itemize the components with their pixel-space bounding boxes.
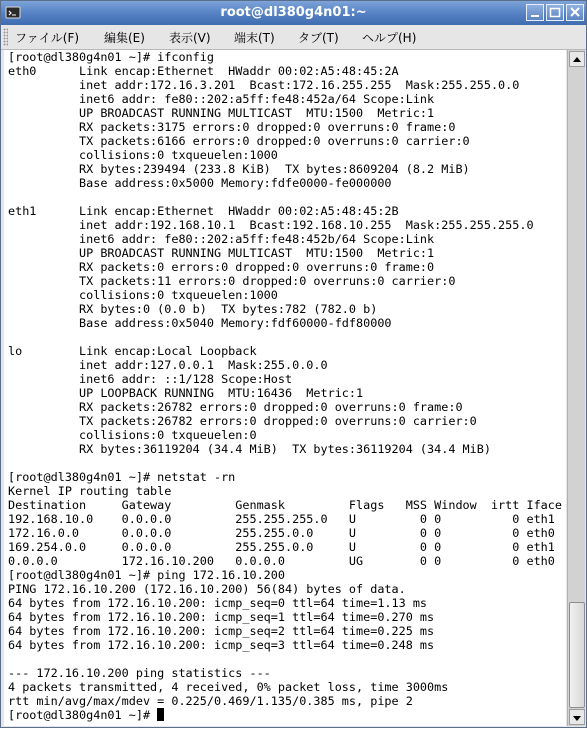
- terminal-line: rtt min/avg/max/mdev = 0.225/0.469/1.135/0.385 ms, pipe 2: [8, 694, 413, 708]
- menu-terminal[interactable]: 端末(T): [234, 31, 275, 45]
- terminal-line: RX packets:3175 errors:0 dropped:0 overruns:0 frame:0: [8, 120, 456, 134]
- close-icon: [567, 5, 583, 20]
- arrow-down-icon: [570, 711, 584, 725]
- terminal-line: 0.0.0.0 172.16.10.200 0.0.0.0 UG 0 0 0 eth0: [8, 554, 555, 568]
- terminal-line: lo Link encap:Local Loopback: [8, 344, 257, 358]
- terminal-line: 169.254.0.0 0.0.0.0 255.255.0.0 U 0 0 0 eth1: [8, 540, 555, 554]
- menubar-grip-handle[interactable]: [3, 28, 8, 46]
- terminal-line: [root@dl380g4n01 ~]# ping 172.16.10.200: [8, 568, 285, 582]
- menu-file[interactable]: ファイル(F): [15, 31, 80, 45]
- terminal-output[interactable]: [4, 50, 566, 726]
- scroll-up-button[interactable]: [569, 51, 585, 67]
- terminal-line: collisions:0 txqueuelen:0: [8, 428, 257, 442]
- terminal-line: [root@dl380g4n01 ~]# netstat -rn: [8, 470, 236, 484]
- terminal-line: eth1 Link encap:Ethernet HWaddr 00:02:A5:48:45:2B: [8, 204, 399, 218]
- terminal-text: [4, 50, 566, 722]
- terminal-line: [8, 190, 566, 204]
- terminal-line: 4 packets transmitted, 4 received, 0% packet loss, time 3000ms: [8, 680, 449, 694]
- menu-bar: [1, 25, 586, 50]
- terminal-line: Base address:0x5040 Memory:fdf60000-fdf80000: [8, 316, 392, 330]
- terminal-line: inet addr:192.168.10.1 Bcast:192.168.10.255 Mask:255.255.255.0: [8, 218, 534, 232]
- terminal-line: 64 bytes from 172.16.10.200: icmp_seq=0 ttl=64 time=1.13 ms: [8, 596, 428, 610]
- terminal-line: collisions:0 txqueuelen:1000: [8, 148, 278, 162]
- maximize-button[interactable]: [546, 4, 564, 21]
- terminal-line: 64 bytes from 172.16.10.200: icmp_seq=2 ttl=64 time=0.225 ms: [8, 624, 435, 638]
- terminal-line: inet6 addr: fe80::202:a5ff:fe48:452b/64 Scope:Link: [8, 232, 435, 246]
- terminal-line: [8, 652, 566, 666]
- terminal-line: 64 bytes from 172.16.10.200: icmp_seq=3 ttl=64 time=0.248 ms: [8, 638, 435, 652]
- terminal-line: --- 172.16.10.200 ping statistics ---: [8, 666, 271, 680]
- menu-edit[interactable]: 編集(E): [104, 31, 145, 45]
- terminal-line: RX packets:0 errors:0 dropped:0 overruns:0 frame:0: [8, 260, 435, 274]
- maximize-icon: [547, 5, 563, 20]
- arrow-up-icon: [570, 53, 584, 67]
- menu-view[interactable]: 表示(V): [169, 31, 211, 45]
- text-cursor: [157, 708, 164, 721]
- close-button[interactable]: [566, 4, 584, 21]
- terminal-line: UP BROADCAST RUNNING MULTICAST MTU:1500 Metric:1: [8, 106, 435, 120]
- window-title: root@dl380g4n01:~: [220, 5, 367, 20]
- minimize-icon: [527, 5, 543, 20]
- terminal-line: UP BROADCAST RUNNING MULTICAST MTU:1500 Metric:1: [8, 246, 435, 260]
- vertical-scrollbar[interactable]: [567, 50, 585, 726]
- terminal-line: [8, 330, 566, 344]
- terminal-line: 64 bytes from 172.16.10.200: icmp_seq=1 ttl=64 time=0.270 ms: [8, 610, 435, 624]
- terminal-line: RX bytes:0 (0.0 b) TX bytes:782 (782.0 b): [8, 302, 378, 316]
- terminal-line: PING 172.16.10.200 (172.16.10.200) 56(84) bytes of data.: [8, 582, 406, 596]
- terminal-line: RX bytes:239494 (233.8 KiB) TX bytes:8609204 (8.2 MiB): [8, 162, 470, 176]
- terminal-line: TX packets:11 errors:0 dropped:0 overruns:0 carrier:0: [8, 274, 456, 288]
- terminal-line: inet6 addr: ::1/128 Scope:Host: [8, 372, 293, 386]
- terminal-line: [8, 456, 566, 470]
- terminal-line: RX packets:26782 errors:0 dropped:0 overruns:0 frame:0: [8, 400, 463, 414]
- terminal-line: Base address:0x5000 Memory:fdfe0000-fe000000: [8, 176, 392, 190]
- terminal-line: Destination Gateway Genmask Flags MSS Window irtt Iface: [8, 498, 562, 512]
- terminal-line: TX packets:26782 errors:0 dropped:0 overruns:0 carrier:0: [8, 414, 477, 428]
- terminal-line: inet6 addr: fe80::202:a5ff:fe48:452a/64 Scope:Link: [8, 92, 435, 106]
- terminal-line: [root@dl380g4n01 ~]# ifconfig: [8, 50, 214, 64]
- terminal-line: collisions:0 txqueuelen:1000: [8, 288, 278, 302]
- terminal-line: 172.16.0.0 0.0.0.0 255.255.0.0 U 0 0 0 eth0: [8, 526, 555, 540]
- terminal-line: inet addr:127.0.0.1 Mask:255.0.0.0: [8, 358, 328, 372]
- terminal-line: RX bytes:36119204 (34.4 MiB) TX bytes:36119204 (34.4 MiB): [8, 442, 491, 456]
- terminal-line: Kernel IP routing table: [8, 484, 172, 498]
- minimize-button[interactable]: [526, 4, 544, 21]
- terminal-line: UP LOOPBACK RUNNING MTU:16436 Metric:1: [8, 386, 364, 400]
- menu-tabs[interactable]: タブ(T): [298, 31, 339, 45]
- menu-help[interactable]: ヘルプ(H): [362, 31, 417, 45]
- terminal-line: TX packets:6166 errors:0 dropped:0 overruns:0 carrier:0: [8, 134, 470, 148]
- title-bar[interactable]: [1, 1, 586, 25]
- terminal-line: [root@dl380g4n01 ~]#: [8, 708, 566, 722]
- scroll-down-button[interactable]: [569, 709, 585, 725]
- scrollbar-thumb[interactable]: [569, 602, 585, 708]
- terminal-line: eth0 Link encap:Ethernet HWaddr 00:02:A5:48:45:2A: [8, 64, 399, 78]
- terminal-line: inet addr:172.16.3.201 Bcast:172.16.255.255 Mask:255.255.0.0: [8, 78, 520, 92]
- terminal-line: 192.168.10.0 0.0.0.0 255.255.255.0 U 0 0 0 eth1: [8, 512, 555, 526]
